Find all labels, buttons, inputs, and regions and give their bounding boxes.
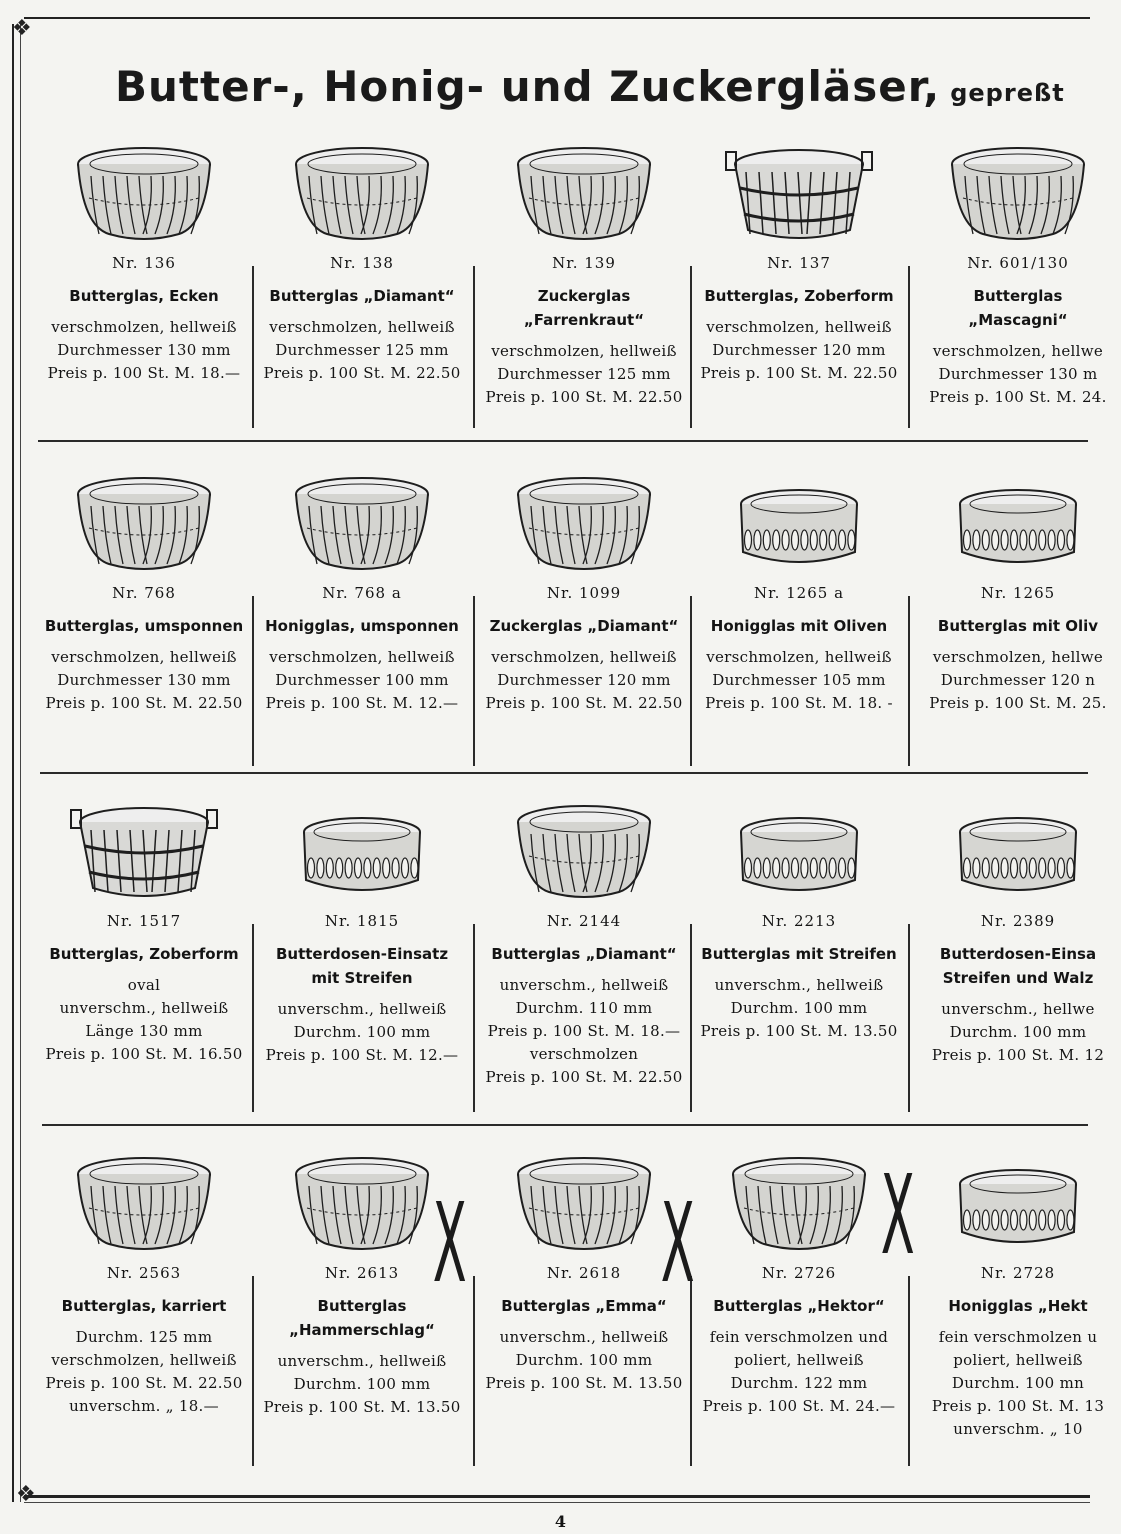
product-card [256, 468, 468, 715]
product-number: Nr. 137 [767, 254, 831, 272]
product-detail: Preis p. 100 St. M. 22.50 [700, 364, 898, 382]
bowl-icon [509, 468, 659, 580]
product-name: „Mascagni“ [968, 311, 1068, 329]
product-detail: verschmolzen, hellweiß [491, 648, 677, 666]
cross-mark-icon: X [880, 1151, 915, 1279]
product-number: Nr. 1265 a [753, 584, 845, 602]
product-number: Nr. 2389 [980, 912, 1056, 930]
product-name: Butterglas, Ecken [69, 287, 219, 305]
product-detail: Preis p. 100 St. M. 22.50 [263, 364, 461, 382]
row-divider [42, 1124, 1088, 1126]
product-card [912, 1148, 1121, 1441]
product-detail: verschmolzen, hellweiß [269, 318, 455, 336]
product-detail: Preis p. 100 St. M. 16.50 [45, 1045, 243, 1063]
product-detail: Durchm. 100 mm [293, 1375, 431, 1393]
product-detail: unverschm., hellweiß [499, 1328, 669, 1346]
product-detail: Durchm. 100 mm [293, 1023, 431, 1041]
corner-ornament-icon: ❖ [16, 1482, 36, 1507]
product-name: Zuckerglas „Diamant“ [489, 617, 679, 635]
product-name: Honigglas, umsponnen [265, 617, 459, 635]
product-name: Butterglas „Hektor“ [713, 1297, 885, 1315]
frame-left-rule-inner [20, 24, 21, 1502]
product-detail: Durchmesser 120 mm [712, 341, 886, 359]
product-detail: Durchmesser 130 m [938, 365, 1098, 383]
product-detail: Preis p. 100 St. M. 18. - [705, 694, 893, 712]
product-detail: unverschm. „ 10 [953, 1420, 1083, 1438]
bowl-icon [69, 468, 219, 580]
product-detail: unverschm., hellweiß [714, 976, 884, 994]
column-divider [908, 1276, 910, 1466]
product-number: Nr. 2728 [980, 1264, 1056, 1282]
bowl-icon [943, 138, 1093, 250]
product-name: Butterglas, karriert [61, 1297, 227, 1315]
column-divider [473, 596, 475, 766]
column-divider [908, 266, 910, 428]
product-name: Butterglas [317, 1297, 407, 1315]
product-detail: Preis p. 100 St. M. 18.— [487, 1022, 681, 1040]
product-number: Nr. 768 [112, 584, 176, 602]
product-detail: Durchmesser 130 mm [57, 341, 231, 359]
column-divider [473, 1276, 475, 1466]
bowl-icon [509, 138, 659, 250]
product-name: Butterglas mit Streifen [701, 945, 897, 963]
dish-icon [724, 468, 874, 580]
page-number: 4 [554, 1512, 567, 1531]
title-subtitle: gepreßt [950, 79, 1065, 107]
product-card [256, 138, 468, 385]
product-detail: Preis p. 100 St. M. 24. [929, 388, 1107, 406]
product-number: Nr. 2726 [761, 1264, 837, 1282]
product-detail: verschmolzen, hellwe [932, 342, 1104, 360]
product-name: Zuckerglas [537, 287, 631, 305]
bowl-icon [287, 138, 437, 250]
page-title [115, 62, 1065, 111]
bowl-icon [724, 1148, 874, 1260]
dish-icon [724, 796, 874, 908]
frame-left-rule [12, 24, 14, 1502]
product-detail: Länge 130 mm [85, 1022, 203, 1040]
product-card [693, 1148, 905, 1418]
product-detail: Durchm. 100 mm [730, 999, 868, 1017]
product-detail: verschmolzen, hellweiß [706, 318, 892, 336]
product-card [38, 138, 250, 385]
product-detail: Durchmesser 120 mm [497, 671, 671, 689]
product-detail: Durchm. 100 mn [951, 1374, 1085, 1392]
product-detail: Durchmesser 125 mm [497, 365, 671, 383]
product-detail: Preis p. 100 St. M. 12 [931, 1046, 1105, 1064]
row-divider [40, 772, 1088, 774]
product-number: Nr. 1517 [106, 912, 182, 930]
column-divider [252, 924, 254, 1112]
product-detail: verschmolzen, hellweiß [51, 318, 237, 336]
product-detail: verschmolzen, hellweiß [51, 648, 237, 666]
product-number: Nr. 601/130 [967, 254, 1069, 272]
product-name: Butterglas, Zoberform [49, 945, 239, 963]
product-name: „Farrenkraut“ [523, 311, 645, 329]
product-detail: Preis p. 100 St. M. 13.50 [485, 1374, 683, 1392]
product-card [38, 796, 250, 1066]
column-divider [252, 596, 254, 766]
product-number: Nr. 138 [330, 254, 394, 272]
product-detail: fein verschmolzen und [709, 1328, 889, 1346]
product-number: Nr. 1265 [980, 584, 1056, 602]
product-card [478, 796, 690, 1089]
bowl-icon [69, 138, 219, 250]
bowl-icon [509, 1148, 659, 1260]
column-divider [690, 266, 692, 428]
frame-top-rule [24, 17, 1090, 19]
product-detail: unverschm., hellweiß [59, 999, 229, 1017]
product-detail: Preis p. 100 St. M. 13.50 [700, 1022, 898, 1040]
product-detail: verschmolzen, hellweiß [269, 648, 455, 666]
product-detail: Preis p. 100 St. M. 24.— [702, 1397, 896, 1415]
product-detail: Durchm. 100 mm [949, 1023, 1087, 1041]
product-detail: verschmolzen, hellweiß [706, 648, 892, 666]
product-detail: Durchm. 122 mm [730, 1374, 868, 1392]
column-divider [473, 924, 475, 1112]
product-number: Nr. 136 [112, 254, 176, 272]
product-detail: verschmolzen [529, 1045, 639, 1063]
product-number: Nr. 2213 [761, 912, 837, 930]
product-detail: Preis p. 100 St. M. 18.— [47, 364, 241, 382]
cross-mark-icon: X [432, 1179, 467, 1307]
product-detail: oval [127, 976, 161, 994]
product-detail: Durchm. 110 mm [515, 999, 653, 1017]
tub-icon [69, 796, 219, 908]
bowl-icon [69, 1148, 219, 1260]
product-name: Butterglas „Diamant“ [491, 945, 677, 963]
product-card [256, 796, 468, 1067]
product-detail: Preis p. 100 St. M. 22.50 [485, 388, 683, 406]
dish-icon [943, 468, 1093, 580]
tub-icon [724, 138, 874, 250]
product-detail: Durchmesser 100 mm [275, 671, 449, 689]
product-number: Nr. 2613 [324, 1264, 400, 1282]
product-detail: unverschm., hellweiß [277, 1352, 447, 1370]
product-detail: Preis p. 100 St. M. 22.50 [485, 694, 683, 712]
frame-bottom-rule-inner [24, 1502, 1090, 1503]
product-detail: unverschm., hellweiß [277, 1000, 447, 1018]
product-number: Nr. 768 a [322, 584, 402, 602]
product-card [912, 138, 1121, 409]
product-name: Butterglas „Emma“ [501, 1297, 667, 1315]
corner-ornament-icon: ❖ [12, 16, 32, 41]
product-detail: Preis p. 100 St. M. 22.50 [45, 1374, 243, 1392]
product-name: Butterglas, umsponnen [44, 617, 244, 635]
title-main: Butter-, Honig- und Zuckergläser, [115, 62, 941, 111]
product-detail: Durchmesser 105 mm [712, 671, 886, 689]
row-divider [38, 440, 1088, 442]
product-detail: Preis p. 100 St. M. 13 [931, 1397, 1105, 1415]
column-divider [908, 924, 910, 1112]
product-name: Butterglas mit Oliv [937, 617, 1099, 635]
column-divider [690, 924, 692, 1112]
product-detail: Preis p. 100 St. M. 22.50 [45, 694, 243, 712]
product-detail: verschmolzen, hellweiß [51, 1351, 237, 1369]
product-detail: poliert, hellweiß [953, 1351, 1083, 1369]
column-divider [252, 1276, 254, 1466]
product-detail: Preis p. 100 St. M. 12.— [265, 1046, 459, 1064]
product-name: Butterdosen-Einsa [939, 945, 1097, 963]
product-card [912, 796, 1121, 1067]
product-name: Honigglas „Hekt [948, 1297, 1088, 1315]
product-name: „Hammerschlag“ [289, 1321, 435, 1339]
dish-icon [943, 1148, 1093, 1260]
product-number: Nr. 2144 [546, 912, 622, 930]
product-detail: Durchmesser 120 n [940, 671, 1096, 689]
product-detail: Preis p. 100 St. M. 22.50 [485, 1068, 683, 1086]
bowl-icon [509, 796, 659, 908]
product-detail: Durchmesser 125 mm [275, 341, 449, 359]
product-card [693, 468, 905, 715]
frame-bottom-rule [24, 1495, 1090, 1498]
product-card [478, 468, 690, 715]
product-name: mit Streifen [311, 969, 413, 987]
product-number: Nr. 139 [552, 254, 616, 272]
bowl-icon [287, 468, 437, 580]
product-detail: unverschm., hellweiß [499, 976, 669, 994]
product-number: Nr. 2618 [546, 1264, 622, 1282]
product-detail: unverschm. „ 18.— [69, 1397, 219, 1415]
product-detail: verschmolzen, hellweiß [491, 342, 677, 360]
column-divider [473, 266, 475, 428]
dish-icon [943, 796, 1093, 908]
product-number: Nr. 2563 [106, 1264, 182, 1282]
cross-mark-icon: X [660, 1179, 695, 1307]
product-name: Streifen und Walz [942, 969, 1094, 987]
product-card [38, 468, 250, 715]
product-card [693, 796, 905, 1043]
product-card [912, 468, 1121, 715]
product-card [38, 1148, 250, 1418]
product-name: Butterdosen-Einsatz [275, 945, 449, 963]
product-name: Butterglas [973, 287, 1063, 305]
column-divider [252, 266, 254, 428]
bowl-icon [287, 1148, 437, 1260]
product-detail: Durchm. 100 mm [515, 1351, 653, 1369]
column-divider [908, 596, 910, 766]
product-name: Butterglas, Zoberform [704, 287, 894, 305]
product-number: Nr. 1815 [324, 912, 400, 930]
product-detail: Durchm. 125 mm [75, 1328, 213, 1346]
product-detail: Preis p. 100 St. M. 25. [929, 694, 1107, 712]
product-number: Nr. 1099 [546, 584, 622, 602]
product-name: Butterglas „Diamant“ [269, 287, 455, 305]
product-detail: Preis p. 100 St. M. 13.50 [263, 1398, 461, 1416]
product-card [478, 1148, 690, 1395]
product-card [693, 138, 905, 385]
product-detail: Durchmesser 130 mm [57, 671, 231, 689]
product-detail: unverschm., hellwe [941, 1000, 1095, 1018]
product-name: Honigglas mit Oliven [710, 617, 888, 635]
product-detail: verschmolzen, hellwe [932, 648, 1104, 666]
product-detail: fein verschmolzen u [938, 1328, 1098, 1346]
column-divider [690, 596, 692, 766]
product-card [478, 138, 690, 409]
product-detail: poliert, hellweiß [734, 1351, 864, 1369]
dish-icon [287, 796, 437, 908]
product-detail: Preis p. 100 St. M. 12.— [265, 694, 459, 712]
